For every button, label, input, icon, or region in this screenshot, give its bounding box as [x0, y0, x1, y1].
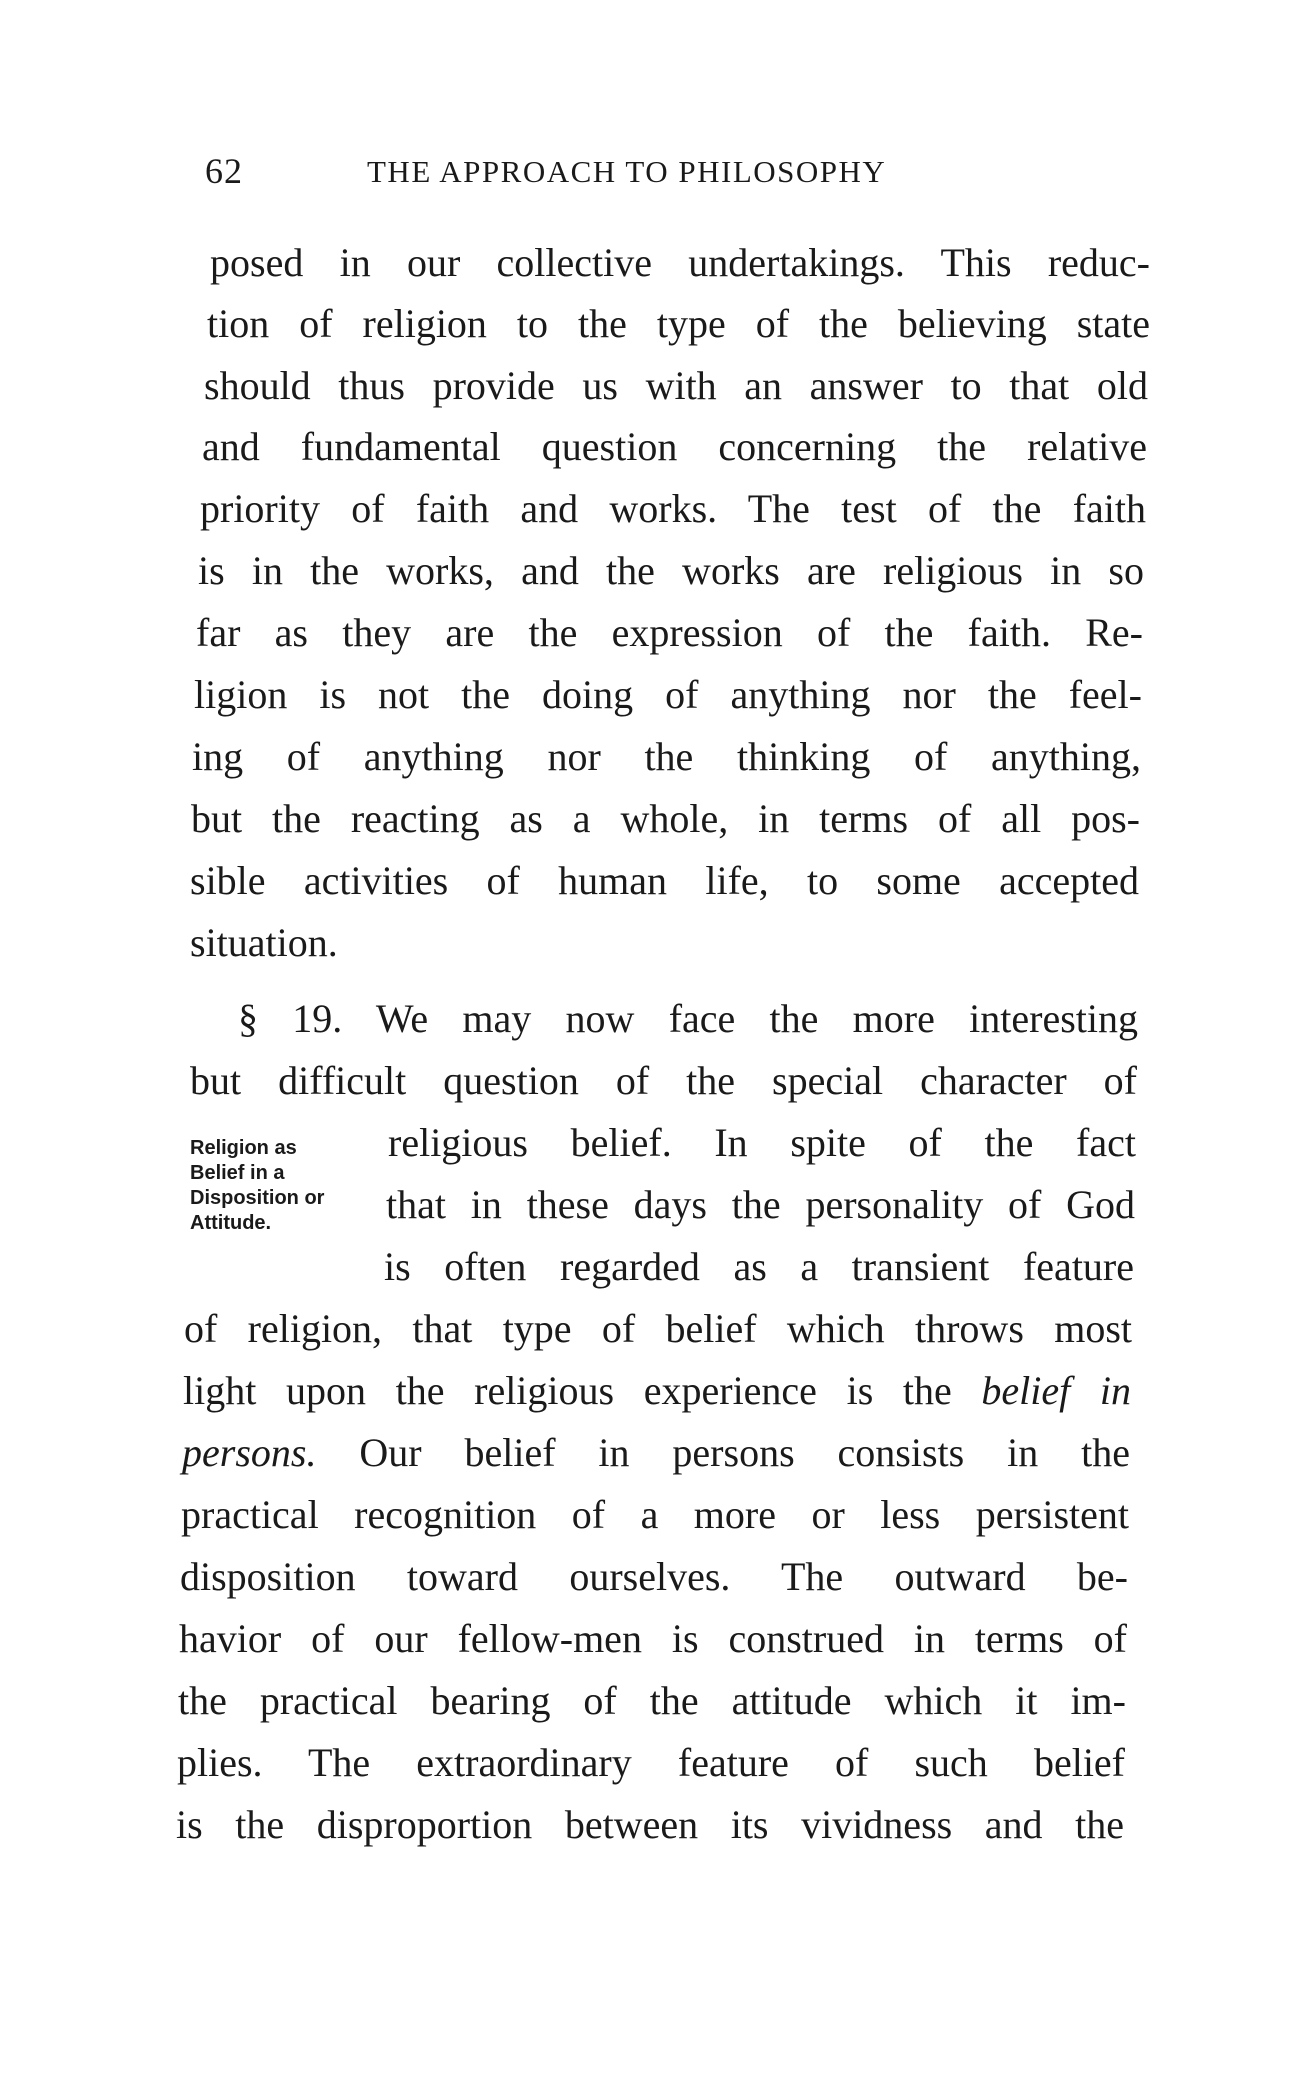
- text-line: but the reacting as a whole, in terms of all pos-: [191, 796, 1140, 841]
- page-header: [205, 150, 1005, 200]
- text-line: ligion is not the doing of anything nor the feel-: [194, 672, 1142, 717]
- text-line: tion of religion to the type of the believing state: [207, 301, 1150, 346]
- text-line: situation.: [190, 920, 338, 965]
- text-line: practical recognition of a more or less persistent: [181, 1492, 1129, 1537]
- marginal-note: [190, 1136, 370, 1236]
- text-line: that in these days the personality of God: [386, 1182, 1135, 1227]
- text-line: [183, 1365, 1131, 1417]
- marginal-note-line: Attitude.: [190, 1212, 272, 1234]
- text-line: posed in our collective undertakings. This reduc-: [210, 240, 1150, 285]
- text-line: religious belief. In spite of the fact: [388, 1120, 1136, 1165]
- text-line: havior of our fellow-men is construed in terms of: [179, 1616, 1127, 1661]
- text-line: priority of faith and works. The test of the faith: [200, 486, 1146, 531]
- text-span: light upon the religious experience is the: [183, 1368, 952, 1413]
- page-number: 62: [205, 151, 243, 191]
- text-line: is in the works, and the works are religious in so: [198, 548, 1144, 593]
- text-span: Our belief in persons consists in the: [359, 1430, 1130, 1475]
- text-line: should thus provide us with an answer to that old: [204, 363, 1148, 408]
- marginal-note-line: Religion as: [190, 1137, 297, 1159]
- italic-text: persons.: [182, 1430, 317, 1475]
- text-line: sible activities of human life, to some accepted: [190, 858, 1139, 903]
- text-line: § 19. We may now face the more interesting: [238, 996, 1138, 1041]
- text-line: is often regarded as a transient feature: [384, 1244, 1134, 1289]
- text-line: of religion, that type of belief which throws most: [184, 1306, 1132, 1351]
- text-line: plies. The extraordinary feature of such belief: [177, 1740, 1125, 1785]
- marginal-note-line: Belief in a: [190, 1162, 285, 1184]
- text-line: but difficult question of the special character of: [190, 1058, 1137, 1103]
- text-line: [182, 1427, 1130, 1479]
- text-line: disposition toward ourselves. The outward be-: [180, 1554, 1128, 1599]
- running-head: THE APPROACH TO PHILOSOPHY: [367, 154, 887, 189]
- text-line: ing of anything nor the thinking of anything,: [192, 734, 1141, 779]
- italic-text: belief in: [981, 1368, 1132, 1413]
- text-line: far as they are the expression of the faith. Re-: [196, 610, 1143, 655]
- marginal-note-line: Disposition or: [190, 1187, 325, 1209]
- text-line: is the disproportion between its vividness and the: [176, 1802, 1124, 1847]
- text-line: and fundamental question concerning the relative: [202, 424, 1147, 469]
- text-line: the practical bearing of the attitude which it im-: [178, 1678, 1126, 1723]
